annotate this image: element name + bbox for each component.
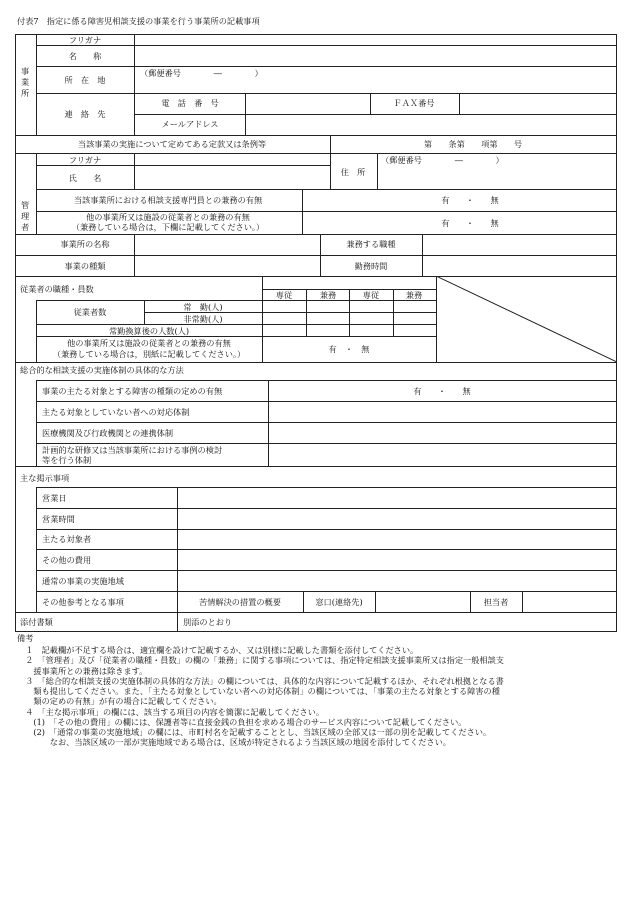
system-non-target-field[interactable]: [269, 402, 616, 422]
manager-concurrent-job-label: 兼務する職種: [346, 239, 396, 249]
office-email-label: メールアドレス: [161, 119, 219, 129]
office-email-field[interactable]: [246, 115, 616, 135]
manager-furigana-field[interactable]: [135, 154, 330, 165]
form-title: 付表7 指定に係る障害児相談支援の事業を行う事業所の記載事項: [17, 16, 260, 26]
notice-person-field[interactable]: [523, 592, 616, 612]
notice-complaint-label: 苦情解決の措置の概要: [199, 597, 281, 607]
notice-area-field[interactable]: [178, 571, 616, 591]
office-contact-label: 連 絡 先: [64, 109, 106, 119]
manager-concurrent-other-1: 他の事業所又は施設の従業者との兼務の有無: [86, 212, 250, 222]
manager-specialist-yes-no[interactable]: 有 ・ 無: [441, 195, 499, 205]
staff-other-2: （兼務している場合は，別紙に記載してください。）: [52, 349, 246, 359]
office-name-field[interactable]: [135, 46, 616, 66]
notice-target-label: 主たる対象者: [42, 534, 92, 544]
staff-full1-header: 専従: [275, 290, 293, 300]
notice-person-label: 担当者: [483, 597, 509, 607]
notice-area-label: 通常の事業の実施地域: [42, 576, 124, 586]
remark-line: １ 記載欄が不足する場合は、適宜欄を設けて記載するか、又は別様に記載した書類を添付してください。: [17, 645, 419, 655]
manager-office-name-field[interactable]: [135, 235, 320, 255]
staff-fte-label: 常勤換算後の人数(人): [108, 326, 190, 336]
system-non-target-label: 主たる対象としていない者への対応体制: [42, 407, 190, 417]
remark-line: 援事業所との兼務は除きます。: [17, 665, 148, 676]
remark-line: (1) 「その他の費用」の欄には、保護者等に直接金銭の負担を求める場合のサービス内容について記載してください。: [17, 716, 467, 727]
system-training-1: 計画的な研修又は当該事業所における事例の検討: [42, 445, 223, 455]
manager-business-type-label: 事業の種類: [64, 261, 106, 271]
regulation-label: 当該事業の実施について定めてある定款又は条例等: [77, 139, 267, 149]
notice-other-cost-field[interactable]: [178, 550, 616, 570]
system-header: 総合的な相談支援の実施体制の具体的な方法: [20, 365, 184, 375]
notice-hours-label: 営業時間: [42, 514, 75, 524]
regulation-article[interactable]: 第 条第 項第 号: [423, 139, 523, 149]
notice-days-label: 営業日: [42, 493, 67, 503]
attachment-value: 別添のとおり: [183, 617, 233, 627]
office-postal[interactable]: （郵便番号 ― ）: [140, 68, 263, 78]
system-training-field[interactable]: [269, 444, 616, 466]
remarks-list: [17, 645, 504, 748]
notice-window-label: 窓口(連絡先): [315, 597, 363, 607]
office-fax-label: ＦＡＸ番号: [393, 98, 435, 108]
notice-reference-label: その他参考となる事項: [42, 597, 124, 607]
system-medical-label: 医療機関及び行政機関との連携体制: [42, 428, 174, 438]
notice-target-field[interactable]: [178, 530, 616, 549]
office-tel-label: 電 話 番 号: [161, 98, 219, 108]
remark-line: なお、当該区域の一部が実施地域である場合は、区域が特定されるよう当該区域の地図を添付してください。: [17, 737, 451, 748]
staff-part1-header: 兼務: [319, 290, 337, 300]
system-medical-field[interactable]: [269, 423, 616, 443]
staff-other-1: 他の事業所又は施設の従業者との兼務の有無: [67, 338, 231, 348]
system-main-type-label: 事業の主たる対象とする障害の種類の定めの有無: [42, 386, 223, 396]
manager-work-hours-label: 勤務時間: [354, 261, 388, 271]
notice-window-field[interactable]: [376, 592, 470, 612]
staff-nonregular-label: 非常勤(人): [183, 314, 223, 324]
manager-postal[interactable]: （郵便番号 ― ）: [381, 155, 504, 165]
office-address-label: 所 在 地: [64, 75, 106, 85]
remark-line: 類も提出してください。また、「主たる対象としていない者への対応体制」の欄については、「事業の主たる対象とする障害の種: [17, 686, 500, 696]
system-main-type-yes-no[interactable]: 有 ・ 無: [413, 386, 471, 396]
staff-other-yes-no[interactable]: 有 ・ 無: [328, 344, 370, 354]
attachment-row: [15, 612, 617, 632]
office-side-label: 事 業 所: [21, 66, 30, 98]
system-training-2: 等を行う体制: [42, 455, 92, 465]
staff-count-label: 従業者数: [73, 307, 107, 317]
staff-header: 従業者の職種・員数: [20, 284, 94, 294]
manager-side-label: 管 理 者: [21, 200, 30, 232]
staff-regular-label: 常 勤(人): [183, 302, 223, 312]
office-name-label: 名 称: [68, 51, 102, 61]
remarks-header: 備考: [17, 633, 34, 643]
remark-line: ３ 「総合的な相談支援の実施体制の具体的な方法」の欄については、具体的な内容について記載するほか、それぞれ根拠となる書: [17, 675, 504, 686]
manager-other-yes-no[interactable]: 有 ・ 無: [441, 218, 499, 228]
office-furigana-label: フリガナ: [68, 35, 102, 45]
manager-concurrent-job-field[interactable]: [423, 235, 616, 255]
manager-concurrent-other-2: （兼務している場合は，下欄に記載してください。）: [71, 222, 265, 232]
staff-diagonal: [436, 276, 617, 363]
notice-hours-field[interactable]: [178, 509, 616, 529]
manager-work-hours-field[interactable]: [423, 256, 616, 276]
remark-line: ４ 「主な掲示事項」の欄には、該当する項目の内容を簡潔に記載してください。: [17, 706, 325, 717]
notice-days-field[interactable]: [178, 488, 616, 508]
office-tel-field[interactable]: [246, 94, 370, 114]
notice-header: 主な掲示事項: [20, 473, 70, 483]
notice-other-cost-label: その他の費用: [42, 555, 92, 565]
remark-line: ２ 「管理者」及び「従業者の職種・員数」の欄の「兼務」に関する事項については、指定特定相談支援事業所又は指定一般相談支: [17, 655, 504, 666]
manager-name-label: 氏 名: [68, 173, 102, 183]
staff-full2-header: 専従: [362, 290, 380, 300]
attachment-label: 添付書類: [20, 617, 53, 627]
manager-office-name-label: 事業所の名称: [60, 239, 110, 249]
manager-business-type-field[interactable]: [135, 256, 320, 276]
remark-line: (2) 「通常の事業の実施地域」の欄には、市町村名を記載することとし、当該区域の全部又は一部の別を記載してください。: [17, 727, 492, 737]
staff-part2-header: 兼務: [405, 290, 423, 300]
remark-line: 類の定めの有無」が有の場合に記載してください。: [17, 696, 222, 707]
manager-furigana-label: フリガナ: [68, 155, 102, 165]
office-fax-field[interactable]: [460, 94, 616, 114]
office-furigana-field[interactable]: [135, 35, 616, 45]
manager-residence-label: 住 所: [340, 167, 366, 177]
manager-name-field[interactable]: [135, 166, 330, 189]
manager-concurrent-specialist: 当該事業所における相談支援専門員との兼務の有無: [73, 195, 263, 205]
